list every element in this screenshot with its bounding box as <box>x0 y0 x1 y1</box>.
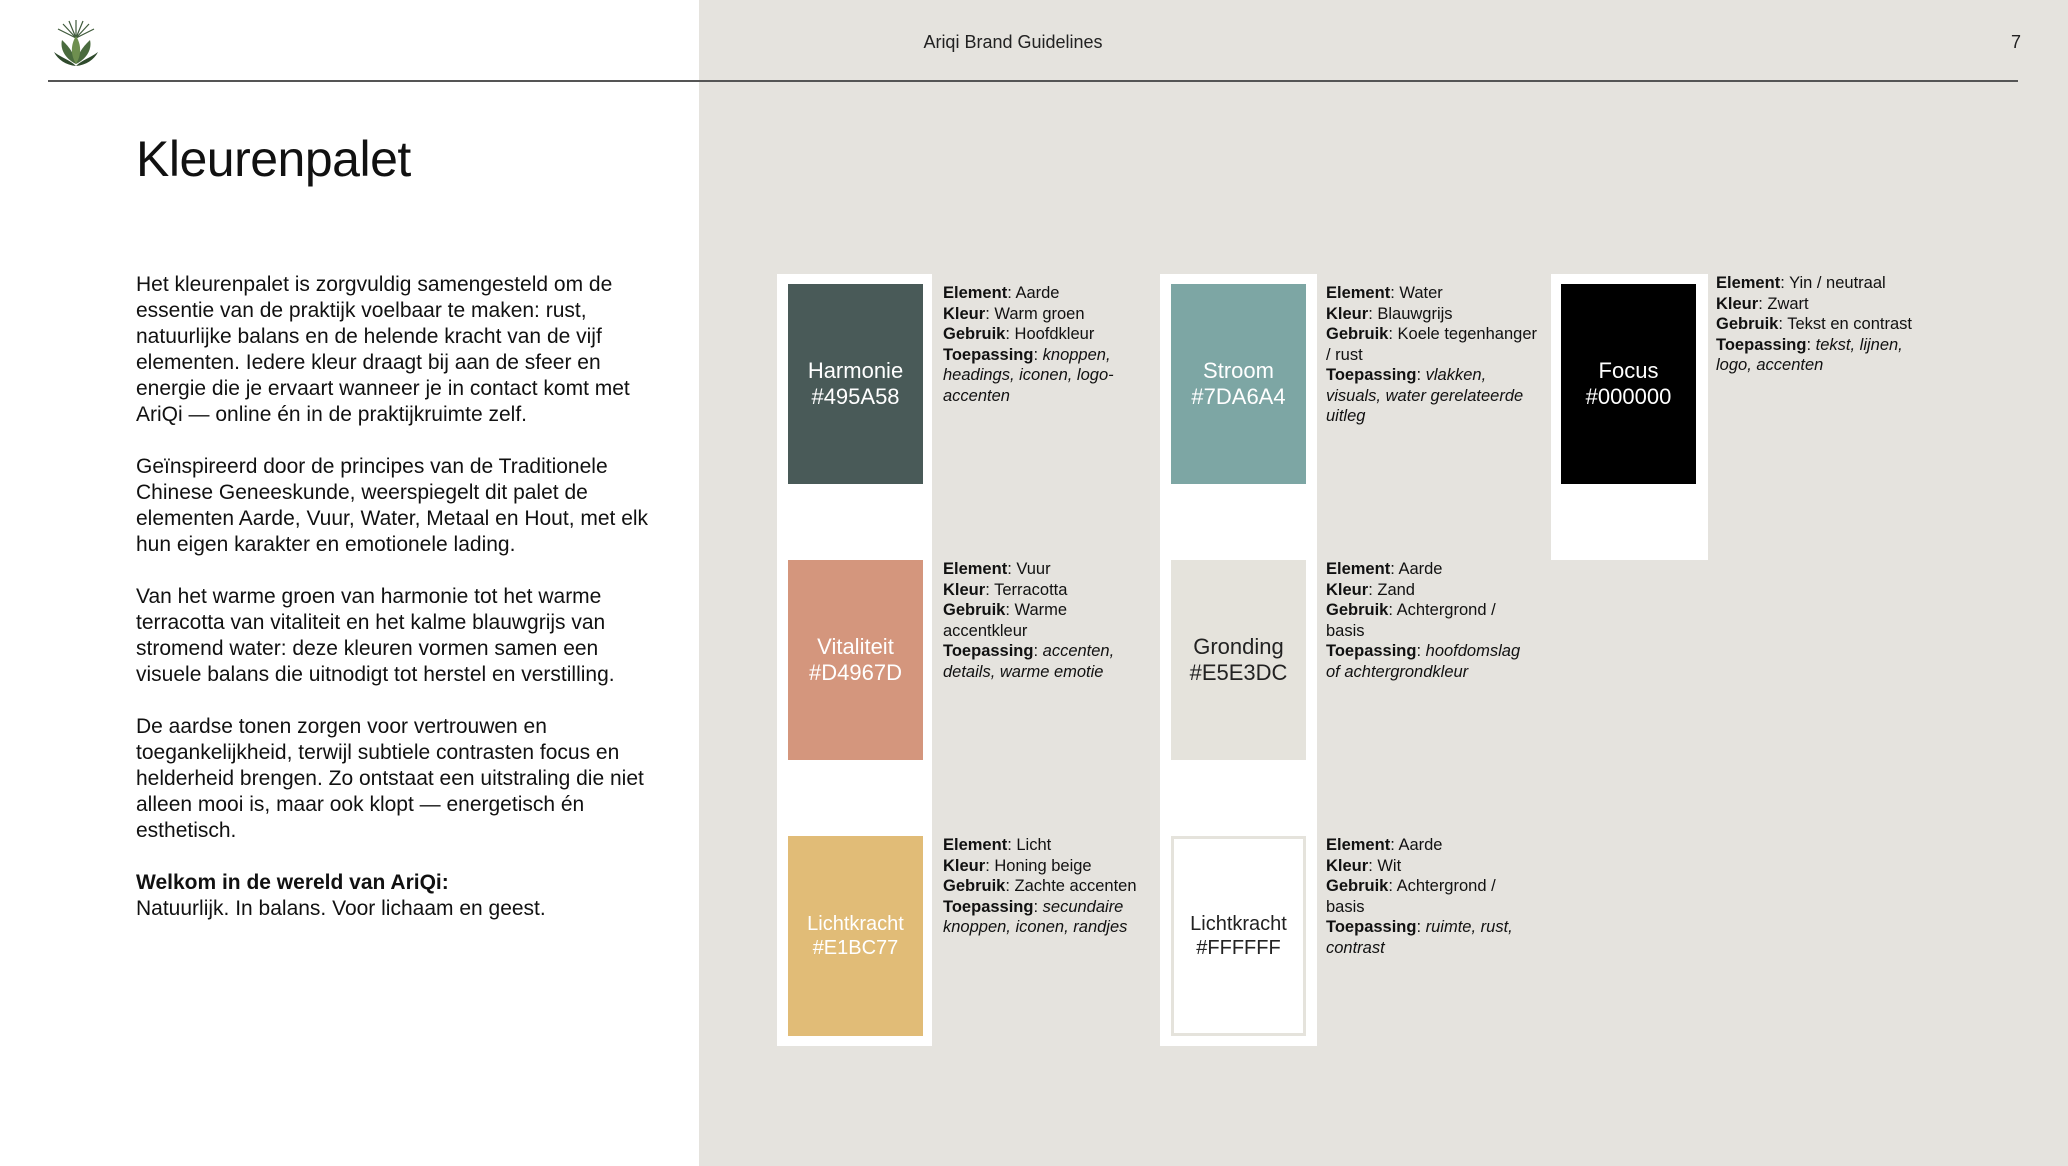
intro-paragraph-1: Het kleurenpalet is zorgvuldig samengesteld om de essentie van de praktijk voelbaar te maken: rust, natuurlijke balans en de helende kracht van de vijf elementen. Iedere kleur draagt bij aan de sfeer en energie die je ervaart wanneer je in contact komt met AriQi — online én in de praktijkruimte zelf. <box>136 273 630 426</box>
intro-paragraph-3: Van het warme groen van harmonie tot het warme terracotta van vitaliteit en het kalme blauwgrijs van stromend water: deze kleuren vormen samen een visuele balans die uitnodigt tot herstel en verstilling. <box>136 585 615 686</box>
label-kleur: Kleur <box>943 304 986 323</box>
value-gebruik: Tekst en contrast <box>1787 315 1912 333</box>
swatch-lichtkracht-wit-name: Lichtkracht <box>1190 913 1287 935</box>
value-toepassing: knoppen, headings, iconen, logo-accenten <box>943 345 1114 405</box>
value-element: Licht <box>1016 836 1052 854</box>
label-gebruik: Gebruik <box>1326 601 1389 619</box>
value-element: Aarde <box>1398 836 1443 854</box>
label-element: Element <box>1326 284 1391 302</box>
value-toepassing: ruimte, rust, contrast <box>1326 918 1513 957</box>
intro-text <box>136 272 666 922</box>
value-kleur: Honing beige <box>994 856 1092 875</box>
swatch-gronding <box>1171 560 1306 760</box>
value-kleur: Zand <box>1377 580 1415 599</box>
swatch-lichtkracht-wit <box>1171 836 1306 1036</box>
swatch-gronding-hex: #E5E3DC <box>1189 660 1288 685</box>
value-element: Aarde <box>1015 284 1060 302</box>
intro-paragraph-4: De aardse tonen zorgen voor vertrouwen en toegankelijkheid, terwijl subtiele contrasten focus en helderheid brengen. Zo ontstaat een uitstraling die niet alleen mooi is, maar ook klopt — energetisch én esthetisch. <box>136 715 644 842</box>
label-kleur: Kleur <box>1326 580 1369 599</box>
label-gebruik: Gebruik <box>1716 315 1779 333</box>
header-divider <box>48 80 2018 82</box>
label-toepassing: Toepassing <box>1716 335 1807 354</box>
value-toepassing: accenten, details, warme emotie <box>943 642 1115 681</box>
swatch-focus <box>1561 284 1696 484</box>
swatch-lichtkracht-wit-hex: #FFFFFF <box>1196 937 1281 959</box>
label-toepassing: Toepassing <box>943 897 1034 916</box>
page-title: Kleurenpalet <box>136 131 411 187</box>
header-title: Ariqi Brand Guidelines <box>923 32 1103 52</box>
label-gebruik: Gebruik <box>943 877 1006 895</box>
label-toepassing: Toepassing <box>1326 918 1417 936</box>
value-element: Water <box>1399 284 1443 302</box>
label-kleur: Kleur <box>1326 304 1369 323</box>
label-toepassing: Toepassing <box>943 345 1034 364</box>
value-kleur: Blauwgrijs <box>1377 304 1453 323</box>
intro-paragraph-2: Geïnspireerd door de principes van de Traditionele Chinese Geneeskunde, weerspiegelt dit palet de elementen Aarde, Vuur, Water, Metaal en Hout, met elk hun eigen karakter en emotionele lading. <box>136 455 649 556</box>
value-kleur: Terracotta <box>994 580 1068 599</box>
value-toepassing: hoofdomslag of achtergrondkleur <box>1326 642 1521 681</box>
swatch-lichtkracht-beige-hex: #E1BC77 <box>812 937 899 959</box>
label-gebruik: Gebruik <box>1326 325 1389 343</box>
label-gebruik: Gebruik <box>943 325 1006 343</box>
value-gebruik: Warme accentkleur <box>943 601 1068 640</box>
label-element: Element <box>1716 274 1781 292</box>
value-kleur: Wit <box>1377 856 1402 875</box>
swatch-stroom-hex: #7DA6A4 <box>1191 384 1286 409</box>
value-kleur: Warm groen <box>994 304 1085 323</box>
label-element: Element <box>943 560 1008 578</box>
swatch-focus-name: Focus <box>1598 358 1659 383</box>
label-element: Element <box>943 284 1008 302</box>
value-toepassing: secundaire knoppen, iconen, randjes <box>943 897 1128 936</box>
value-toepassing: tekst, lijnen, logo, accenten <box>1716 335 1903 374</box>
label-gebruik: Gebruik <box>943 601 1006 619</box>
label-kleur: Kleur <box>1716 294 1759 313</box>
desc-lichtkracht-beige: Element: Licht Kleur: Honing beige Gebruik: Zachte accenten Toepassing: secundaire knoppen, iconen, randjes <box>943 836 1137 936</box>
swatch-harmonie <box>788 284 923 484</box>
label-toepassing: Toepassing <box>1326 642 1417 660</box>
desc-stroom: Element: Water Kleur: Blauwgrijs Gebruik: Koele tegenhanger / rust Toepassing: vlakken, visuals, water gerelateerde uitleg <box>1326 284 1537 425</box>
label-element: Element <box>1326 560 1391 578</box>
value-gebruik: Hoofdkleur <box>1014 325 1095 343</box>
desc-focus: Element: Yin / neutraal Kleur: Zwart Gebruik: Tekst en contrast Toepassing: tekst, lijnen, logo, accenten <box>1716 274 1912 374</box>
welcome-tagline: Natuurlijk. In balans. Voor lichaam en geest. <box>136 897 546 920</box>
value-gebruik: Achtergrond / basis <box>1326 601 1496 640</box>
value-gebruik: Koele tegenhanger / rust <box>1326 325 1537 364</box>
value-toepassing: vlakken, visuals, water gerelateerde uitleg <box>1326 366 1524 425</box>
desc-harmonie: Element: Aarde Kleur: Warm groen Gebruik: Hoofdkleur Toepassing: knoppen, headings, iconen, logo-accenten <box>943 284 1114 405</box>
desc-gronding: Element: Aarde Kleur: Zand Gebruik: Achtergrond / basis Toepassing: hoofdomslag of achtergrondkleur <box>1326 560 1521 681</box>
label-kleur: Kleur <box>943 856 986 875</box>
label-gebruik: Gebruik <box>1326 877 1389 895</box>
value-gebruik: Zachte accenten <box>1014 877 1137 895</box>
swatch-stroom <box>1171 284 1306 484</box>
desc-vitaliteit: Element: Vuur Kleur: Terracotta Gebruik: Warme accentkleur Toepassing: accenten, details, warme emotie <box>943 560 1115 681</box>
swatch-lichtkracht-beige <box>788 836 923 1036</box>
label-element: Element <box>1326 836 1391 854</box>
value-element: Yin / neutraal <box>1789 274 1886 292</box>
swatch-focus-hex: #000000 <box>1585 384 1672 409</box>
swatch-harmonie-name: Harmonie <box>807 358 904 383</box>
ariqi-lotus-logo-icon <box>50 18 102 70</box>
swatch-lichtkracht-beige-name: Lichtkracht <box>807 913 904 935</box>
value-gebruik: Achtergrond / basis <box>1326 877 1496 916</box>
page-number: 7 <box>2010 32 2021 52</box>
label-kleur: Kleur <box>1326 856 1369 875</box>
swatch-vitaliteit <box>788 560 923 760</box>
label-element: Element <box>943 836 1008 854</box>
label-kleur: Kleur <box>943 580 986 599</box>
swatch-stroom-name: Stroom <box>1203 358 1274 383</box>
value-kleur: Zwart <box>1767 294 1809 313</box>
value-element: Aarde <box>1398 560 1443 578</box>
desc-lichtkracht-wit: Element: Aarde Kleur: Wit Gebruik: Achtergrond / basis Toepassing: ruimte, rust, contrast <box>1326 836 1513 957</box>
label-toepassing: Toepassing <box>1326 366 1417 384</box>
swatch-gronding-name: Gronding <box>1193 634 1284 659</box>
swatch-vitaliteit-name: Vitaliteit <box>817 634 894 659</box>
value-element: Vuur <box>1016 560 1051 578</box>
welcome-block <box>136 870 666 922</box>
welcome-heading: Welkom in de wereld van AriQi: <box>136 871 449 894</box>
swatch-vitaliteit-hex: #D4967D <box>809 660 902 685</box>
label-toepassing: Toepassing <box>943 642 1034 660</box>
swatch-harmonie-hex: #495A58 <box>811 384 900 409</box>
